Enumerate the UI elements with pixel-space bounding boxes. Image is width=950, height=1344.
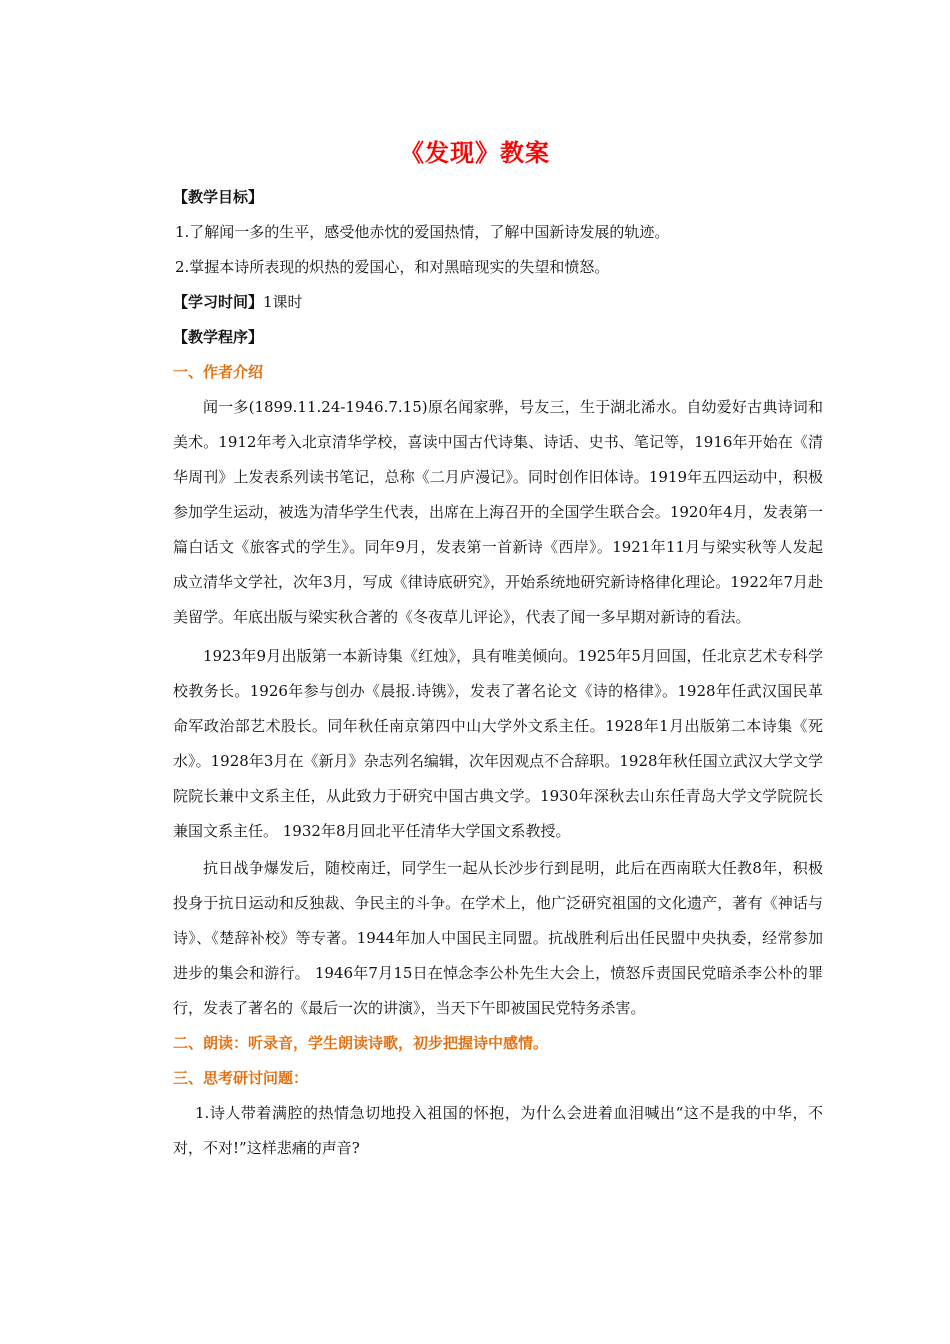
procedure-heading: 【教学程序】: [173, 328, 264, 346]
section-heading-reading: 二、朗读：听录音，学生朗读诗歌，初步把握诗中感情。: [173, 1034, 549, 1052]
goal-item-1: 1.了解闻一多的生平，感受他赤忱的爱国热情，了解中国新诗发展的轨迹。: [175, 223, 670, 241]
author-paragraph-1: 闻一多(1899.11.24-1946.7.15)原名闻家骅，号友三，生于湖北浠水。自幼爱好古典诗词和美术。1912年考入北京清华学校，喜读中国古代诗集、诗话、史书、笔记等，1916年开始在《清华周刊》上发表系列读书笔记，总称《二月庐漫记》。同时创作旧体诗。1919年五四运动中，积极参加学生运动，被选为清华学生代表，出席在上海召开的全国学生联合会。1920年4月，发表第一篇白话文《旅客式的学生》。同年9月，发表第一首新诗《西岸》。1921年11月与梁实秋等人发起成立清华文学社，次年3月，写成《律诗底研究》，开始系统地研究新诗格律化理论。1922年7月赴美留学。年底出版与梁实秋合著的《冬夜草儿评论》，代表了闻一多早期对新诗的看法。: [173, 398, 823, 626]
teaching-goals-heading: 【教学目标】: [173, 188, 264, 206]
study-time-line: [173, 285, 823, 320]
study-time-value: 1课时: [263, 293, 303, 311]
author-paragraph-2: 1923年9月出版第一本新诗集《红烛》，具有唯美倾向。1925年5月回国，任北京艺术专科学校教务长。1926年参与创办《晨报.诗镌》，发表了著名论文《诗的格律》。1928年任武汉国民革命军政治部艺术股长。同年秋任南京第四中山大学外文系主任。1928年1月出版第二本诗集《死水》。1928年3月在《新月》杂志列名编辑，次年因观点不合辞职。1928年秋任国立武汉大学文学院院长兼中文系主任，从此致力于研究中国古典文学。1930年深秋去山东任青岛大学文学院院长兼国文系主任。 1932年8月回北平任清华大学国文系教授。: [173, 647, 823, 840]
discussion-question-1: 1.诗人带着满腔的热情急切地投入祖国的怀抱，为什么会进着血泪喊出“这不是我的中华，不对，不对!”这样悲痛的声音?: [173, 1104, 823, 1157]
author-paragraph-3: 抗日战争爆发后，随校南迁，同学生一起从长沙步行到昆明，此后在西南联大任教8年，积极投身于抗日运动和反独裁、争民主的斗争。在学术上，他广泛研究祖国的文化遗产，著有《神话与诗》、《楚辞补校》等专著。1944年加人中国民主同盟。抗战胜利后出任民盟中央执委，经常参加进步的集会和游行。 1946年7月15日在悼念李公朴先生大会上，愤怒斥责国民党暗杀李公朴的罪行，发表了著名的《最后一次的讲演》，当天下午即被国民党特务杀害。: [173, 859, 823, 1017]
document-body: [173, 180, 823, 1166]
study-time-heading: 【学习时间】: [173, 293, 264, 311]
section-heading-discussion: 三、思考研讨问题：: [173, 1069, 309, 1087]
goal-item-2: 2.掌握本诗所表现的炽热的爱国心，和对黑暗现实的失望和愤怒。: [175, 258, 610, 276]
section-heading-author: 一、作者介绍: [173, 363, 264, 381]
document-title: 《发现》教案: [400, 139, 550, 167]
